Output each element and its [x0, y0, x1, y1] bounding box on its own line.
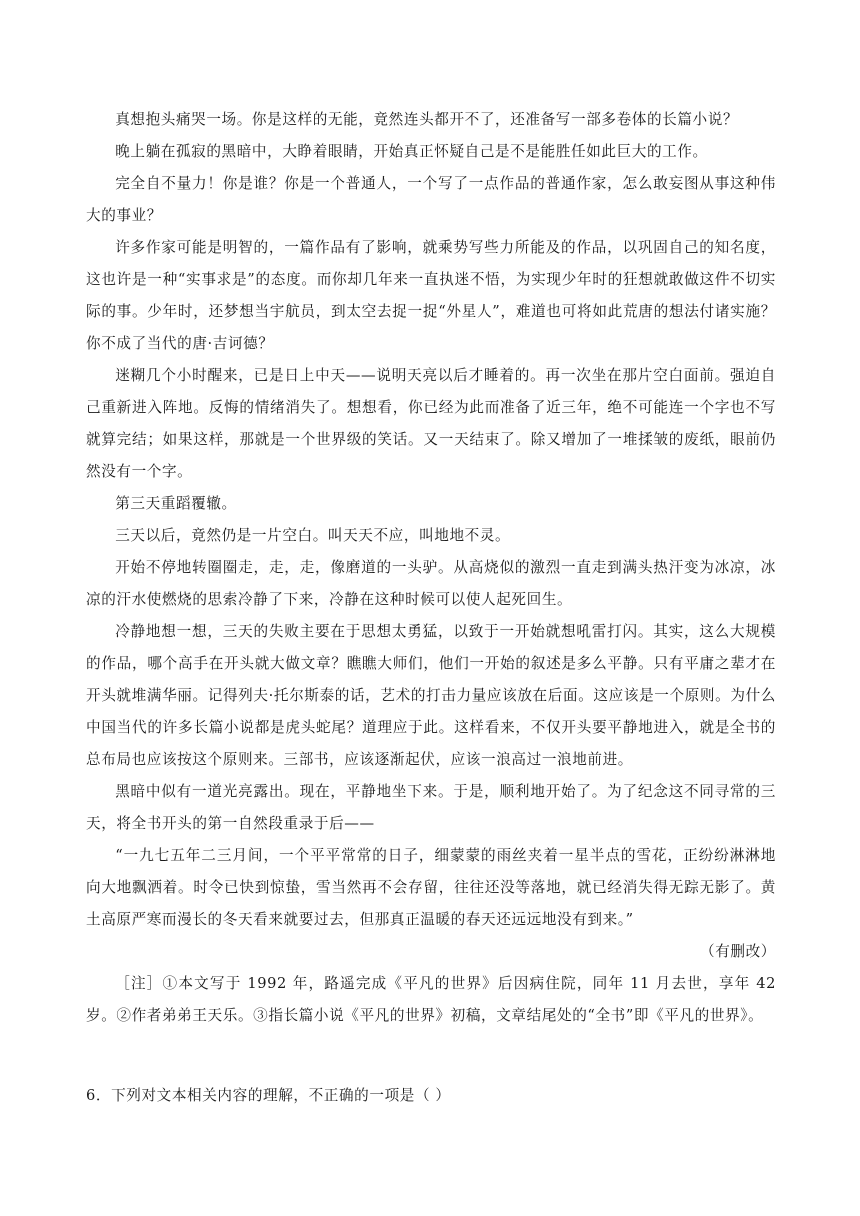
paragraph-9: 冷静地想一想，三天的失败主要在于思想太勇猛，以致于一开始就想吼雷打闪。其实，这么大规模的作品，哪个高手在开头就大做文章？瞧瞧大师们，他们一开始的叙述是多么平静。只有平庸之辈才在开头就堆满华丽。记得列夫·托尔斯泰的话，艺术的打击力量应该放在后面。这应该是一个原则。为什么中国当代的许多长篇小说都是虎头蛇尾？道理应于此。这样看来，不仅开头要平静地进入，就是全书的总布局也应该按这个原则来。三部书，应该逐渐起伏，应该一浪高过一浪地前进。	[86, 623, 776, 768]
paragraph-10: 黑暗中似有一道光亮露出。现在，平静地坐下来。于是，顺利地开始了。为了纪念这不同寻常的三天，将全书开头的第一自然段重录于后——	[86, 783, 776, 832]
paragraph-2: 晚上躺在孤寂的黑暗中，大睁着眼睛，开始真正怀疑自己是不是能胜任如此巨大的工作。	[115, 143, 708, 160]
paragraph-11-quote: “一九七五年二三月间，一个平平常常的日子，细蒙蒙的雨丝夹着一星半点的雪花，正纷纷淋淋地向大地飘洒着。时令已快到惊蛰，雪当然再不会存留，往往还没等落地，就已经消失得无踪无影了。黄土高原严寒而漫长的冬天看来就要过去，但那真正温暖的春天还远远地没有到来。”	[86, 847, 776, 928]
paragraph-6: 第三天重蹈覆辙。	[115, 495, 237, 512]
source-note: （有删改）	[700, 943, 776, 960]
paragraph-8: 开始不停地转圈圈走，走，走，像磨道的一头驴。从高烧似的激烈一直走到满头热汗变为冰凉，冰凉的汗水使燃烧的思索冷静了下来，冷静在这种时候可以使人起死回生。	[86, 559, 776, 608]
paragraph-3: 完全自不量力！你是谁？你是一个普通人，一个写了一点作品的普通作家，怎么敢妄图从事这种伟大的事业？	[86, 175, 776, 224]
paragraph-5: 迷糊几个小时醒来，已是日上中天——说明天亮以后才睡着的。再一次坐在那片空白面前。强迫自己重新进入阵地。反悔的情绪消失了。想想看，你已经为此而准备了近三年，绝不可能连一个字也不写就算完结；如果这样，那就是一个世界级的笑话。又一天结束了。除又增加了一堆揉皱的废纸，眼前仍然没有一个字。	[86, 367, 776, 480]
paragraph-1: 真想抱头痛哭一场。你是这样的无能，竟然连头都开不了，还准备写一部多卷体的长篇小说？	[115, 111, 739, 128]
question-6: 6．下列对文本相关内容的理解，不正确的一项是（ ）	[86, 1087, 451, 1104]
article-body	[86, 104, 776, 1032]
footnote: ［注］①本文写于 1992 年，路遥完成《平凡的世界》后因病住院，同年 11 月去世，享年 42 岁。②作者弟弟王天乐。③指长篇小说《平凡的世界》初稿，文章结尾处的“全书”即《平凡的世界》。	[86, 975, 776, 1024]
paragraph-4: 许多作家可能是明智的，一篇作品有了影响，就乘势写些力所能及的作品，以巩固自己的知名度，这也许是一种“实事求是”的态度。而你却几年来一直执迷不悟，为实现少年时的狂想就敢做这件不切实际的事。少年时，还梦想当宇航员，到太空去捉一捉“外星人”，难道也可将如此荒唐的想法付诸实施？你不成了当代的唐·吉诃德？	[86, 239, 776, 352]
paragraph-7: 三天以后，竟然仍是一片空白。叫天天不应，叫地地不灵。	[115, 527, 511, 544]
